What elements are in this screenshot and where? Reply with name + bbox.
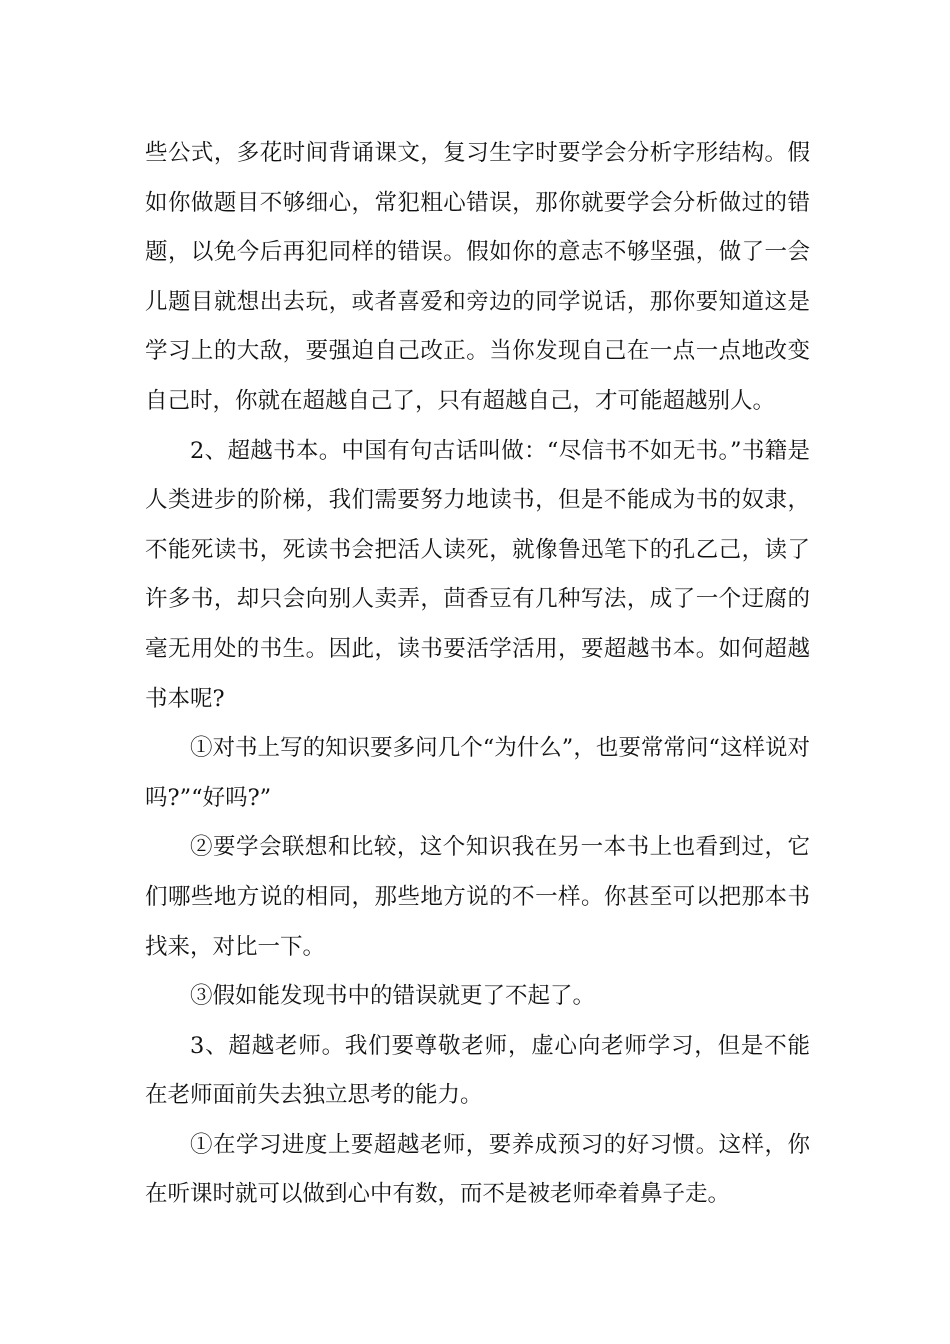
paragraph-books-point-3: ③假如能发现书中的错误就更了不起了。 [190,983,596,1010]
document-body [145,129,810,1220]
paragraph-surpass-teacher: 3、超越老师。我们要尊敬老师，虚心向老师学习，但是不能在老师面前失去独立思考的能力。 [145,1032,810,1109]
paragraph-surpass-books: 2、超越书本。中国有句古话叫做：“尽信书不如无书。”书籍是人类进步的阶梯，我们需要努力地读书，但是不能成为书的奴隶，不能死读书，死读书会把活人读死，就像鲁迅笔下的孔乙己，读了许多书，却只会向别人卖弄，茴香豆有几种写法，成了一个迂腐的毫无用处的书生。因此，读书要活学活用，要超越书本。如何超越书本呢? [145,437,810,712]
paragraph-books-point-2: ②要学会联想和比较，这个知识我在另一本书上也看到过，它们哪些地方说的相同，那些地方说的不一样。你甚至可以把那本书找来，对比一下。 [145,834,810,960]
paragraph-study-habits-continued: 些公式，多花时间背诵课文，复习生字时要学会分析字形结构。假如你做题目不够细心，常犯粗心错误，那你就要学会分析做过的错题，以免今后再犯同样的错误。假如你的意志不够坚强，做了一会儿题目就想出去玩，或者喜爱和旁边的同学说话，那你要知道这是学习上的大敌，要强迫自己改正。当你发现自己在一点一点地改变自己时，你就在超越自己了，只有超越自己，才可能超越别人。 [145,140,810,414]
paragraph-books-point-1: ①对书上写的知识要多问几个“为什么”，也要常常问“这样说对吗?”“好吗?” [145,735,810,811]
paragraph-teacher-point-1: ①在学习进度上要超越老师，要养成预习的好习惯。这样，你在听课时就可以做到心中有数，而不是被老师牵着鼻子走。 [145,1131,810,1208]
